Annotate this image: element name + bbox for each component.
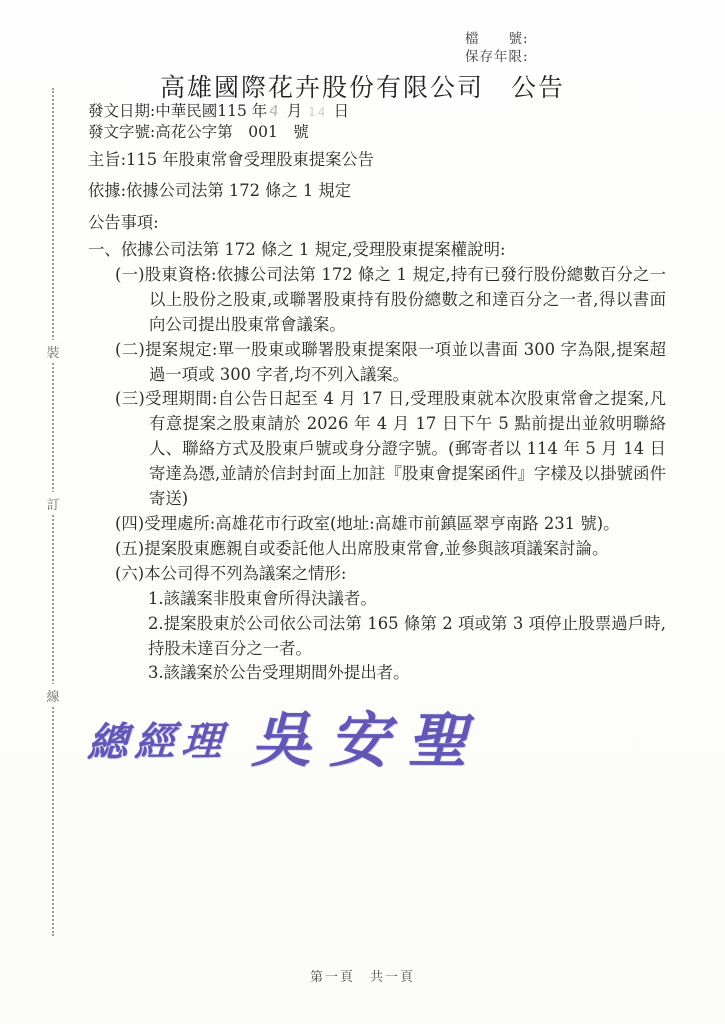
sub-item-list xyxy=(148,587,666,687)
document-meta xyxy=(88,102,349,142)
item-label: (四) xyxy=(115,513,145,533)
stamp-name: 吳安聖 xyxy=(250,705,486,777)
issue-date-prefix: 發文日期:中華民國115 年 xyxy=(88,102,268,120)
item-label: (三) xyxy=(115,389,145,409)
item-label: (六) xyxy=(115,563,145,583)
file-number-label: 檔 號: xyxy=(465,31,529,47)
item-text: 受理期間:自公告日起至 4 月 17 日,受理股東就本次股東常會之提案,凡有意提案之股東請於 2026 年 4 月 17 日下午 5 點前提出並敘明聯絡人、聯絡方式及股東戶號或身分證字號。(郵寄者以 114 年 5 月 14 日寄達為憑,並請於信封封面上加註『股東會提案函件』字樣及以掛號函件寄送) xyxy=(144,389,666,509)
sub-item: 2.提案股東於公司依公司法第 165 條第 2 項或第 3 項停止股票過戶時,持股未達百分之一者。 xyxy=(148,613,666,658)
item-text: 股東資格:依據公司法第 172 條之 1 規定,持有已發行股份總數百分之一以上股份之股東,或聯署股東持有股份總數之和達百分之一者,得以書面向公司提出股東常會議案。 xyxy=(144,264,666,334)
stamp-title: 總經理 xyxy=(86,717,231,766)
issue-number-line: 發文字號:高花公字第 001 號 xyxy=(88,122,309,141)
item-label: (二) xyxy=(115,339,145,359)
binding-mark-xian: 線 xyxy=(42,684,64,707)
item-text: 受理處所:高雄花市行政室(地址:高雄市前鎮區翠亨南路 231 號)。 xyxy=(144,513,620,533)
binding-mark-ding: 訂 xyxy=(42,492,64,515)
item-text: 本公司得不列為議案之情形: xyxy=(144,563,347,583)
basis-line: 依據:依據公司法第 172 條之 1 規定 xyxy=(88,181,351,200)
list-item xyxy=(115,387,666,512)
issue-date-line xyxy=(88,102,349,123)
list-item xyxy=(115,338,666,388)
list-item xyxy=(115,512,666,537)
binding-mark-zhuang: 裝 xyxy=(42,340,64,363)
archive-labels xyxy=(465,30,529,66)
handwritten-month: 4 xyxy=(268,101,281,121)
list-item xyxy=(115,562,666,587)
sub-item: 1.該議案非股東會所得決議者。 xyxy=(148,588,377,608)
handwritten-day: 14 xyxy=(307,104,328,120)
item-list xyxy=(115,263,666,686)
item-label: (一) xyxy=(115,264,145,284)
item-label: (五) xyxy=(115,538,145,558)
month-char: 月 xyxy=(286,102,303,120)
item-text: 提案股東應親自或委託他人出席股東常會,並參與該項議案討論。 xyxy=(144,538,609,558)
item-text: 提案規定:單一股東或聯署股東提案限一項並以書面 300 字為限,提案超過一項或 300 字者,均不列入議案。 xyxy=(144,339,666,384)
day-char: 日 xyxy=(333,102,350,120)
section-heading: 一、依據公司法第 172 條之 1 規定,受理股東提案權說明: xyxy=(88,240,506,259)
retention-period-label: 保存年限: xyxy=(465,49,529,65)
list-item xyxy=(115,537,666,562)
announcement-items-label: 公告事項: xyxy=(88,213,159,232)
page-number-footer: 第一頁 共一頁 xyxy=(309,970,415,985)
announcement-body xyxy=(88,238,666,686)
sub-item: 3.該議案於公告受理期間外提出者。 xyxy=(148,663,410,683)
general-manager-signature-stamp xyxy=(88,692,486,782)
subject-line: 主旨:115 年股東常會受理股東提案公告 xyxy=(88,150,374,169)
page-title: 高雄國際花卉股份有限公司 公告 xyxy=(159,73,565,102)
list-item xyxy=(115,263,666,338)
